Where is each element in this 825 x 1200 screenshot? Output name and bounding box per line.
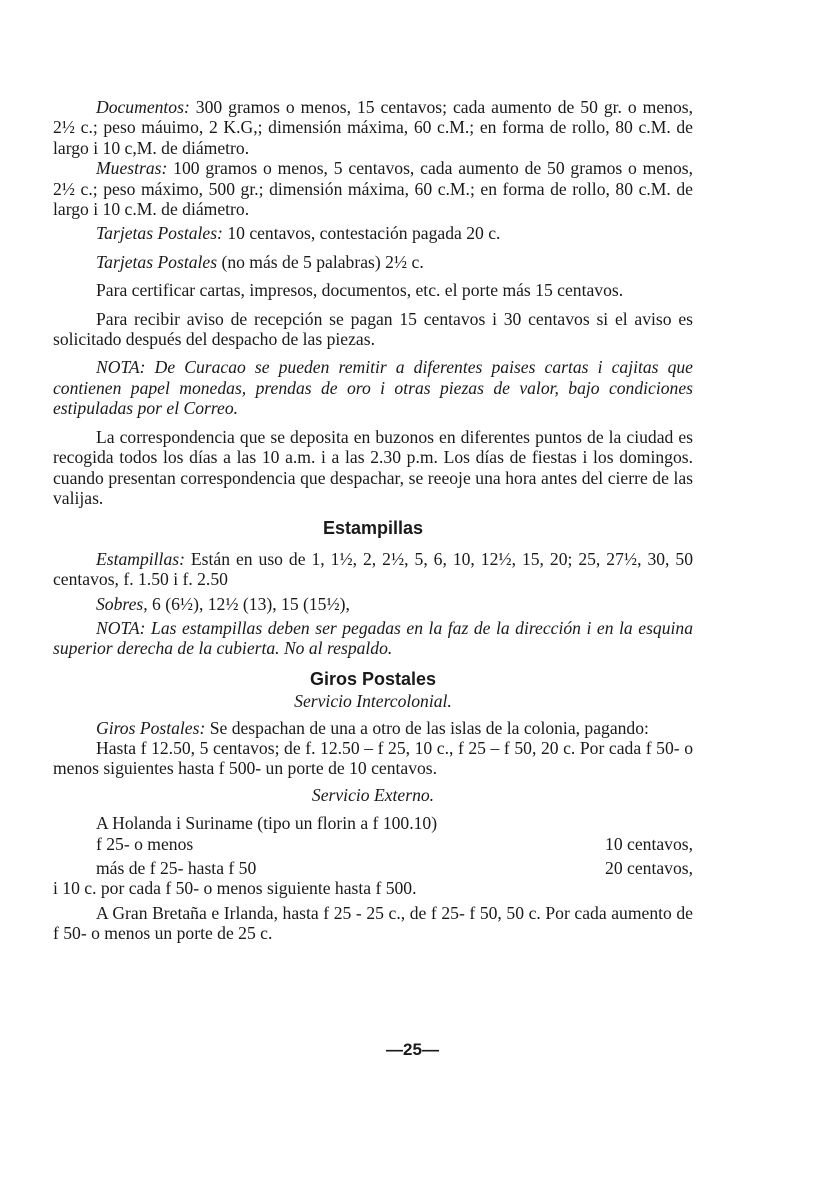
- documentos-paragraph: [53, 97, 693, 158]
- tarjetas-paragraph-2: [53, 252, 693, 272]
- nota-correo-paragraph: [53, 357, 693, 418]
- giros-label: Giros Postales:: [96, 717, 206, 738]
- nota-estampillas-label: NOTA:: [96, 617, 146, 638]
- tarjetas-paragraph-1: [53, 223, 693, 243]
- hasta-paragraph: Hasta f 12.50, 5 centavos; de f. 12.50 – f 25, 10 c., f 25 – f 50, 20 c. Por cada f 50- o menos siguientes hasta f 500- un porte de 10 centavos.: [53, 737, 693, 779]
- aviso-paragraph: Para recibir aviso de recepción se pagan 15 centavos i 30 centavos si el aviso es solicitado después del despacho de las piezas.: [53, 308, 693, 350]
- tarjetas-text-2: (no más de 5 palabras) 2½ c.: [217, 251, 424, 272]
- holanda-rate-row-3: i 10 c. por cada f 50- o menos siguiente hasta f 500.: [53, 878, 417, 899]
- holanda-rate-2-right: 20 centavos,: [605, 858, 693, 878]
- estampillas-heading: Estampillas: [322, 518, 424, 539]
- sobres-label: Sobres,: [96, 593, 148, 614]
- holanda-rate-1-right: 10 centavos,: [605, 833, 693, 854]
- estampillas-paragraph: [53, 549, 693, 590]
- tarjetas-text-1: 10 centavos, contestación pagada 20 c.: [222, 223, 501, 244]
- bretana-paragraph: A Gran Bretaña e Irlanda, hasta f 25 - 25 c., de f 25- f 50, 50 c. Por cada aumento de f 50- o menos un porte de 25 c.: [53, 902, 693, 944]
- estampillas-label: Estampillas:: [96, 548, 185, 569]
- estampillas-text: Están en uso de 1, 1½, 2, 2½, 5, 6, 10, 12½, 15, 20; 25, 27½, 30, 50 centavos, f. 1.50 i f. 2.50: [53, 548, 693, 590]
- muestras-paragraph: [53, 158, 693, 219]
- giros-paragraph: [53, 718, 693, 738]
- certificar-paragraph: Para certificar cartas, impresos, documentos, etc. el porte más 15 centavos.: [96, 280, 624, 301]
- documentos-text: 300 gramos o menos, 15 centavos; cada aumento de 50 gr. o menos, 2½ c.; peso máuimo, 2 K.G,; dimensión máxima, 60 c.M.; en forma de rollo, 80 c.M. de largo i 10 c,M. de diámetro.: [53, 97, 693, 158]
- holanda-rate-row-1: [53, 834, 693, 854]
- page-number: —25—: [386, 1040, 439, 1059]
- holanda-rate-1-left: f 25- o menos: [96, 833, 194, 854]
- servicio-externo-subheading: Servicio Externo.: [311, 784, 435, 805]
- muestras-label: Muestras:: [96, 158, 168, 179]
- servicio-intercolonial-subheading: Servicio Intercolonial.: [294, 691, 452, 712]
- muestras-text: 100 gramos o menos, 5 centavos, cada aumento de 50 gramos o menos, 2½ c.; peso máximo, 500 gr.; dimensión máxima, 60 c.M.; en forma de rollo, 80 c.M. de largo i 10 c.M. de diámetro.: [53, 158, 693, 220]
- text-column: [53, 97, 693, 944]
- holanda-rate-2-left: más de f 25- hasta f 50: [96, 858, 257, 878]
- documentos-label: Documentos:: [96, 97, 190, 117]
- tarjetas-label-1: Tarjetas Postales:: [96, 223, 223, 244]
- nota-estampillas-paragraph: [53, 618, 693, 659]
- giros-heading: Giros Postales: [309, 668, 437, 689]
- nota-correo-label: NOTA:: [96, 357, 146, 378]
- giros-text: Se despachan de una a otro de las islas de la colonia, pagando:: [205, 717, 649, 738]
- sobres-text: 6 (6½), 12½ (13), 15 (15½),: [147, 593, 350, 614]
- sobres-paragraph: [53, 594, 693, 614]
- nota-estampillas-text: Las estampillas deben ser pegadas en la faz de la dirección i en la esquina superior derecha de la cubierta. No al respaldo.: [53, 617, 693, 659]
- correspondencia-paragraph: La correspondencia que se deposita en buzonos en diferentes puntos de la ciudad es recogida todos los días a las 10 a.m. i a las 2.30 p.m. Los días de fiestas i los domingos. cuando presentan correspondencia que despachar, se reeoje una hora antes del cierre de las valijas.: [53, 426, 693, 508]
- tarjetas-label-2: Tarjetas Postales: [96, 251, 218, 272]
- holanda-paragraph: A Holanda i Suriname (tipo un florin a f 100.10): [96, 813, 438, 834]
- nota-correo-text: De Curacao se pueden remitir a diferentes paises cartas i cajitas que contienen papel monedas, prendas de oro i otras piezas de valor, bajo condiciones estipuladas por el Correo.: [53, 357, 693, 419]
- holanda-rate-row-2: [53, 858, 693, 878]
